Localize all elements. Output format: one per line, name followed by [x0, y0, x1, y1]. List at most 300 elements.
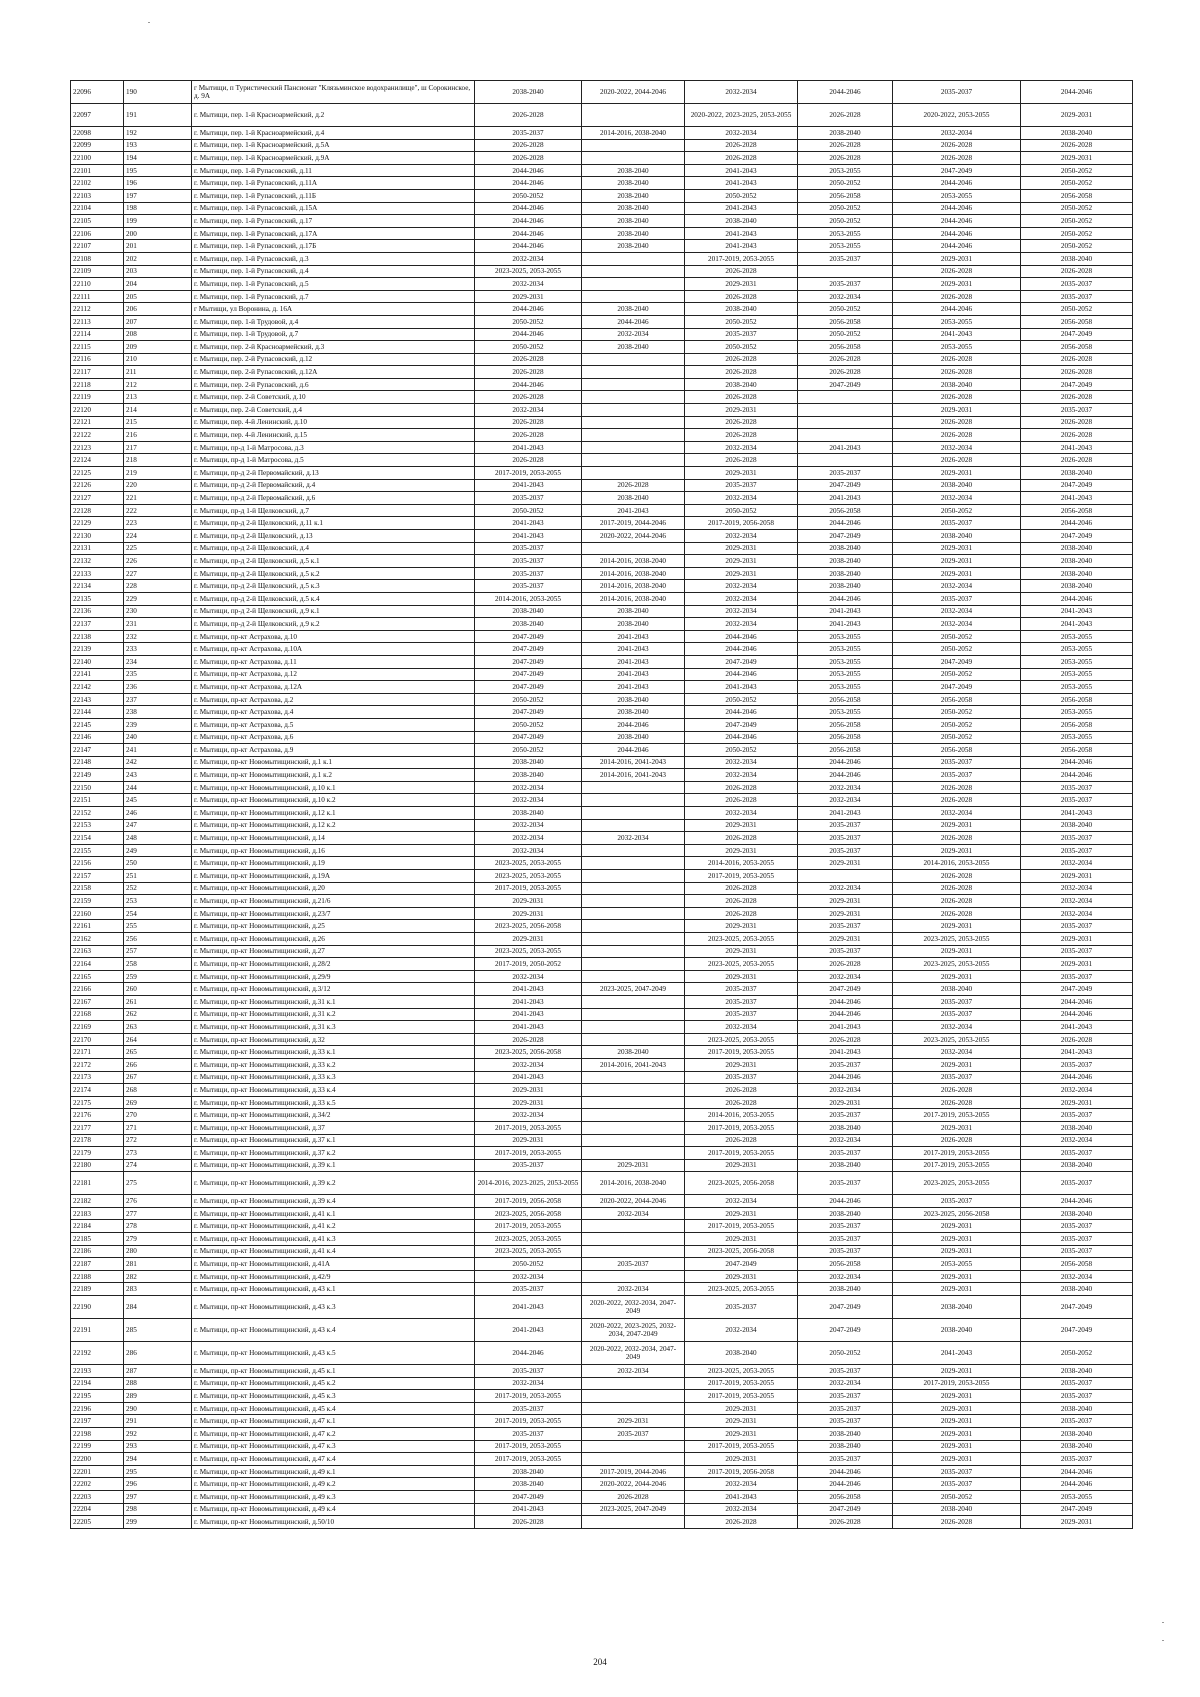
row-number-cell: 199 — [124, 215, 192, 228]
row-number-cell: 225 — [124, 542, 192, 555]
table-row — [71, 1258, 1133, 1271]
period-cell-5: 2053-2055 — [893, 1258, 1021, 1271]
period-cell-6: 2044-2046 — [1021, 995, 1133, 1008]
period-cell-1: 2029-2031 — [475, 290, 582, 303]
period-cell-1: 2047-2049 — [475, 630, 582, 643]
row-number-cell: 288 — [124, 1377, 192, 1390]
table-row — [71, 580, 1133, 593]
period-cell-6: 2044-2046 — [1021, 1008, 1133, 1021]
period-cell-2: 2020-2022, 2032-2034, 2047-2049 — [582, 1342, 685, 1365]
period-cell-6: 2053-2055 — [1021, 643, 1133, 656]
period-cell-2 — [582, 1440, 685, 1453]
period-cell-5: 2035-2037 — [893, 1071, 1021, 1084]
table-row — [71, 504, 1133, 517]
period-cell-1: 2041-2043 — [475, 1296, 582, 1319]
address-cell: г. Мытищи, пр-кт Астрахова, д.11 — [192, 655, 475, 668]
table-row — [71, 945, 1133, 958]
period-cell-2: 2038-2040 — [582, 706, 685, 719]
row-id-cell: 22182 — [71, 1195, 124, 1208]
address-cell: г. Мытищи, пр-кт Новомытищинский, д.26 — [192, 933, 475, 946]
period-cell-3: 2032-2034 — [685, 81, 798, 104]
period-cell-4: 2026-2028 — [798, 104, 893, 127]
address-cell: г. Мытищи, пр-кт Новомытищинский, д.31 к.3 — [192, 1021, 475, 1034]
row-number-cell: 210 — [124, 353, 192, 366]
period-cell-5: 2035-2037 — [893, 756, 1021, 769]
address-cell: г. Мытищи, пр-кт Новомытищинский, д.37 к.1 — [192, 1134, 475, 1147]
period-cell-3: 2029-2031 — [685, 278, 798, 291]
period-cell-2: 2017-2019, 2044-2046 — [582, 517, 685, 530]
period-cell-2: 2044-2046 — [582, 744, 685, 757]
period-cell-4: 2044-2046 — [798, 592, 893, 605]
housing-repair-schedule-table — [70, 80, 1133, 1529]
row-id-cell: 22138 — [71, 630, 124, 643]
period-cell-1: 2029-2031 — [475, 1096, 582, 1109]
period-cell-6: 2032-2034 — [1021, 1270, 1133, 1283]
period-cell-5: 2026-2028 — [893, 1134, 1021, 1147]
row-number-cell: 256 — [124, 933, 192, 946]
period-cell-1: 2029-2031 — [475, 907, 582, 920]
address-cell: г. Мытищи, пр-кт Новомытищинский, д.45 к.3 — [192, 1390, 475, 1403]
table-row — [71, 441, 1133, 454]
address-cell: г. Мытищи, пер. 1-й Трудовой, д.4 — [192, 315, 475, 328]
period-cell-4: 2035-2037 — [798, 920, 893, 933]
period-cell-4: 2044-2046 — [798, 1465, 893, 1478]
table-row — [71, 1096, 1133, 1109]
period-cell-2: 2041-2043 — [582, 655, 685, 668]
period-cell-3: 2041-2043 — [685, 240, 798, 253]
period-cell-3: 2026-2028 — [685, 353, 798, 366]
period-cell-1: 2017-2019, 2050-2052 — [475, 958, 582, 971]
table-row — [71, 769, 1133, 782]
period-cell-2 — [582, 152, 685, 165]
period-cell-6: 2050-2052 — [1021, 215, 1133, 228]
period-cell-3: 2044-2046 — [685, 731, 798, 744]
table-row — [71, 681, 1133, 694]
period-cell-2 — [582, 252, 685, 265]
period-cell-2: 2029-2031 — [582, 1159, 685, 1172]
period-cell-4: 2032-2034 — [798, 1377, 893, 1390]
period-cell-2 — [582, 104, 685, 127]
row-number-cell: 274 — [124, 1159, 192, 1172]
period-cell-3: 2035-2037 — [685, 1296, 798, 1319]
address-cell: г. Мытищи, пр-кт Новомытищинский, д.1 к.2 — [192, 769, 475, 782]
address-cell: г. Мытищи, пр-кт Новомытищинский, д.47 к.2 — [192, 1428, 475, 1441]
period-cell-1: 2023-2025, 2053-2055 — [475, 265, 582, 278]
period-cell-5: 2032-2034 — [893, 580, 1021, 593]
period-cell-3: 2029-2031 — [685, 1058, 798, 1071]
table-row — [71, 920, 1133, 933]
row-id-cell: 22186 — [71, 1245, 124, 1258]
period-cell-1: 2017-2019, 2056-2058 — [475, 1195, 582, 1208]
row-id-cell: 22130 — [71, 530, 124, 543]
row-number-cell: 285 — [124, 1319, 192, 1342]
row-id-cell: 22127 — [71, 492, 124, 505]
address-cell: г. Мытищи, пр-кт Новомытищинский, д.14 — [192, 832, 475, 845]
period-cell-3: 2032-2034 — [685, 807, 798, 820]
period-cell-1: 2038-2040 — [475, 807, 582, 820]
period-cell-1: 2032-2034 — [475, 278, 582, 291]
period-cell-5: 2044-2046 — [893, 240, 1021, 253]
period-cell-6: 2035-2037 — [1021, 794, 1133, 807]
period-cell-6: 2056-2058 — [1021, 341, 1133, 354]
row-id-cell: 22185 — [71, 1233, 124, 1246]
period-cell-1: 2035-2037 — [475, 127, 582, 140]
row-number-cell: 190 — [124, 81, 192, 104]
period-cell-3: 2032-2034 — [685, 1319, 798, 1342]
table-row — [71, 1147, 1133, 1160]
period-cell-4: 2032-2034 — [798, 781, 893, 794]
row-id-cell: 22125 — [71, 467, 124, 480]
row-number-cell: 206 — [124, 303, 192, 316]
period-cell-5: 2023-2025, 2053-2055 — [893, 1033, 1021, 1046]
row-number-cell: 213 — [124, 391, 192, 404]
period-cell-1: 2026-2028 — [475, 454, 582, 467]
period-cell-4: 2026-2028 — [798, 152, 893, 165]
period-cell-2 — [582, 1096, 685, 1109]
address-cell: г. Мытищи, пер. 1-й Красноармейский, д.5А — [192, 139, 475, 152]
period-cell-6: 2038-2040 — [1021, 1365, 1133, 1378]
address-cell: г. Мытищи, пр-кт Новомытищинский, д.28/2 — [192, 958, 475, 971]
period-cell-5: 2035-2037 — [893, 1195, 1021, 1208]
period-cell-1: 2029-2031 — [475, 1134, 582, 1147]
period-cell-5: 2026-2028 — [893, 907, 1021, 920]
period-cell-6: 2050-2052 — [1021, 227, 1133, 240]
row-id-cell: 22161 — [71, 920, 124, 933]
table-row — [71, 655, 1133, 668]
period-cell-2: 2035-2037 — [582, 1258, 685, 1271]
period-cell-6: 2035-2037 — [1021, 278, 1133, 291]
table-row — [71, 127, 1133, 140]
period-cell-4: 2056-2058 — [798, 718, 893, 731]
period-cell-4: 2047-2049 — [798, 1319, 893, 1342]
row-id-cell: 22158 — [71, 882, 124, 895]
address-cell: г. Мытищи, пр-д 2-й Щелковский, д.11 к.1 — [192, 517, 475, 530]
period-cell-6: 2053-2055 — [1021, 630, 1133, 643]
row-number-cell: 250 — [124, 857, 192, 870]
table-row — [71, 353, 1133, 366]
table-row — [71, 1283, 1133, 1296]
period-cell-1: 2023-2025, 2056-2058 — [475, 1046, 582, 1059]
row-id-cell: 22179 — [71, 1147, 124, 1160]
address-cell: г. Мытищи, пер. 4-й Ленинский, д.15 — [192, 429, 475, 442]
period-cell-1: 2047-2049 — [475, 655, 582, 668]
address-cell: г. Мытищи, пр-кт Новомытищинский, д.33 к.1 — [192, 1046, 475, 1059]
period-cell-6: 2026-2028 — [1021, 1033, 1133, 1046]
row-number-cell: 275 — [124, 1172, 192, 1195]
row-number-cell: 269 — [124, 1096, 192, 1109]
address-cell: г. Мытищи, пр-кт Новомытищинский, д.43 к.4 — [192, 1319, 475, 1342]
period-cell-5: 2032-2034 — [893, 807, 1021, 820]
period-cell-2 — [582, 1109, 685, 1122]
period-cell-6: 2038-2040 — [1021, 1159, 1133, 1172]
table-row — [71, 933, 1133, 946]
period-cell-3: 2041-2043 — [685, 164, 798, 177]
period-cell-6: 2044-2046 — [1021, 81, 1133, 104]
row-id-cell: 22120 — [71, 404, 124, 417]
period-cell-1: 2014-2016, 2023-2025, 2053-2055 — [475, 1172, 582, 1195]
period-cell-1: 2050-2052 — [475, 744, 582, 757]
period-cell-6: 2026-2028 — [1021, 353, 1133, 366]
row-number-cell: 227 — [124, 567, 192, 580]
table-row — [71, 895, 1133, 908]
table-row — [71, 1058, 1133, 1071]
period-cell-4: 2047-2049 — [798, 983, 893, 996]
period-cell-4 — [798, 454, 893, 467]
period-cell-1: 2026-2028 — [475, 139, 582, 152]
period-cell-4: 2038-2040 — [798, 567, 893, 580]
row-id-cell: 22193 — [71, 1365, 124, 1378]
period-cell-4: 2029-2031 — [798, 857, 893, 870]
period-cell-3: 2026-2028 — [685, 391, 798, 404]
period-cell-6: 2041-2043 — [1021, 618, 1133, 631]
row-number-cell: 290 — [124, 1402, 192, 1415]
row-number-cell: 215 — [124, 416, 192, 429]
row-id-cell: 22169 — [71, 1021, 124, 1034]
period-cell-1: 2032-2034 — [475, 1270, 582, 1283]
period-cell-6: 2044-2046 — [1021, 1478, 1133, 1491]
period-cell-5: 2050-2052 — [893, 643, 1021, 656]
row-id-cell: 22142 — [71, 681, 124, 694]
period-cell-3: 2026-2028 — [685, 907, 798, 920]
address-cell: г. Мытищи, пр-кт Новомытищинский, д.49 к.3 — [192, 1490, 475, 1503]
period-cell-5: 2026-2028 — [893, 353, 1021, 366]
row-id-cell: 22188 — [71, 1270, 124, 1283]
period-cell-2 — [582, 542, 685, 555]
row-number-cell: 276 — [124, 1195, 192, 1208]
row-number-cell: 233 — [124, 643, 192, 656]
period-cell-2: 2044-2046 — [582, 718, 685, 731]
address-cell: г. Мытищи, пр-кт Новомытищинский, д.12 к.1 — [192, 807, 475, 820]
table-row — [71, 517, 1133, 530]
period-cell-2: 2038-2040 — [582, 240, 685, 253]
period-cell-5: 2017-2019, 2053-2055 — [893, 1109, 1021, 1122]
period-cell-5: 2029-2031 — [893, 1390, 1021, 1403]
period-cell-1: 2047-2049 — [475, 1490, 582, 1503]
period-cell-2: 2023-2025, 2047-2049 — [582, 1503, 685, 1516]
period-cell-4: 2026-2028 — [798, 366, 893, 379]
address-cell: г. Мытищи, пр-кт Новомытищинский, д.34/2 — [192, 1109, 475, 1122]
table-row — [71, 567, 1133, 580]
period-cell-4: 2044-2046 — [798, 1478, 893, 1491]
period-cell-6: 2047-2049 — [1021, 378, 1133, 391]
row-number-cell: 193 — [124, 139, 192, 152]
period-cell-6: 2035-2037 — [1021, 832, 1133, 845]
period-cell-2 — [582, 1033, 685, 1046]
period-cell-3: 2050-2052 — [685, 744, 798, 757]
address-cell: г. Мытищи, пр-д 2-й Щелковский, д.5 к.4 — [192, 592, 475, 605]
period-cell-1: 2023-2025, 2056-2058 — [475, 1207, 582, 1220]
row-number-cell: 254 — [124, 907, 192, 920]
address-cell: г. Мытищи, пр-кт Новомытищинский, д.43 к.1 — [192, 1283, 475, 1296]
address-cell: г. Мытищи, пер. 1-й Рупасовский, д.7 — [192, 290, 475, 303]
address-cell: г. Мытищи, пр-д 2-й Щелковский, д.5 к.1 — [192, 555, 475, 568]
table-row — [71, 1134, 1133, 1147]
period-cell-3: 2029-2031 — [685, 1402, 798, 1415]
row-id-cell: 22101 — [71, 164, 124, 177]
period-cell-5: 2050-2052 — [893, 731, 1021, 744]
row-number-cell: 265 — [124, 1046, 192, 1059]
row-number-cell: 294 — [124, 1453, 192, 1466]
period-cell-5: 2044-2046 — [893, 202, 1021, 215]
table-row — [71, 958, 1133, 971]
period-cell-3: 2032-2034 — [685, 1021, 798, 1034]
table-row — [71, 668, 1133, 681]
address-cell: г. Мытищи, пр-д 2-й Щелковский, д.5 к.2 — [192, 567, 475, 580]
period-cell-6: 2053-2055 — [1021, 681, 1133, 694]
period-cell-1: 2041-2043 — [475, 995, 582, 1008]
period-cell-5: 2029-2031 — [893, 1415, 1021, 1428]
row-number-cell: 224 — [124, 530, 192, 543]
period-cell-6: 2044-2046 — [1021, 592, 1133, 605]
table-row — [71, 265, 1133, 278]
period-cell-5: 2032-2034 — [893, 492, 1021, 505]
period-cell-3: 2014-2016, 2053-2055 — [685, 1109, 798, 1122]
period-cell-3: 2032-2034 — [685, 592, 798, 605]
address-cell: г. Мытищи, пр-кт Новомытищинский, д.29/9 — [192, 970, 475, 983]
period-cell-4: 2041-2043 — [798, 492, 893, 505]
period-cell-3: 2017-2019, 2053-2055 — [685, 1147, 798, 1160]
period-cell-5: 2026-2028 — [893, 429, 1021, 442]
address-cell: г. Мытищи, пр-д 2-й Щелковский, д.9 к.2 — [192, 618, 475, 631]
period-cell-2: 2017-2019, 2044-2046 — [582, 1465, 685, 1478]
period-cell-2: 2020-2022, 2044-2046 — [582, 1195, 685, 1208]
table-row — [71, 1033, 1133, 1046]
period-cell-1: 2038-2040 — [475, 605, 582, 618]
period-cell-3: 2029-2031 — [685, 819, 798, 832]
period-cell-3: 2032-2034 — [685, 605, 798, 618]
period-cell-5: 2050-2052 — [893, 718, 1021, 731]
row-number-cell: 244 — [124, 781, 192, 794]
period-cell-3: 2029-2031 — [685, 1428, 798, 1441]
address-cell: г. Мытищи, пр-кт Новомытищинский, д.47 к.3 — [192, 1440, 475, 1453]
table-row — [71, 844, 1133, 857]
table-row — [71, 479, 1133, 492]
period-cell-5: 2032-2034 — [893, 618, 1021, 631]
period-cell-6: 2038-2040 — [1021, 580, 1133, 593]
table-row — [71, 744, 1133, 757]
period-cell-2: 2038-2040 — [582, 1046, 685, 1059]
period-cell-5: 2029-2031 — [893, 555, 1021, 568]
period-cell-4: 2035-2037 — [798, 1365, 893, 1378]
period-cell-2 — [582, 441, 685, 454]
period-cell-1: 2041-2043 — [475, 1021, 582, 1034]
period-cell-3: 2032-2034 — [685, 492, 798, 505]
address-cell: г. Мытищи, пр-д 2-й Щелковский, д.4 — [192, 542, 475, 555]
period-cell-2 — [582, 895, 685, 908]
period-cell-5: 2050-2052 — [893, 668, 1021, 681]
period-cell-6: 2038-2040 — [1021, 1440, 1133, 1453]
period-cell-4: 2038-2040 — [798, 1121, 893, 1134]
row-number-cell: 209 — [124, 341, 192, 354]
period-cell-1: 2044-2046 — [475, 202, 582, 215]
row-id-cell: 22096 — [71, 81, 124, 104]
period-cell-4: 2032-2034 — [798, 794, 893, 807]
row-id-cell: 22154 — [71, 832, 124, 845]
period-cell-5: 2050-2052 — [893, 706, 1021, 719]
period-cell-4: 2035-2037 — [798, 832, 893, 845]
period-cell-3: 2017-2019, 2053-2055 — [685, 1220, 798, 1233]
row-number-cell: 229 — [124, 592, 192, 605]
period-cell-5: 2047-2049 — [893, 164, 1021, 177]
address-cell: г. Мытищи, пр-д 2-й Первомайский, д.6 — [192, 492, 475, 505]
table-row — [71, 970, 1133, 983]
period-cell-3: 2029-2031 — [685, 404, 798, 417]
period-cell-2: 2038-2040 — [582, 341, 685, 354]
address-cell: г. Мытищи, пр-кт Новомытищинский, д.32 — [192, 1033, 475, 1046]
period-cell-2: 2014-2016, 2041-2043 — [582, 769, 685, 782]
period-cell-3: 2026-2028 — [685, 366, 798, 379]
row-id-cell: 22106 — [71, 227, 124, 240]
period-cell-1: 2035-2037 — [475, 580, 582, 593]
table-row — [71, 1084, 1133, 1097]
period-cell-6: 2029-2031 — [1021, 104, 1133, 127]
period-cell-6: 2044-2046 — [1021, 517, 1133, 530]
period-cell-3: 2023-2025, 2053-2055 — [685, 1283, 798, 1296]
address-cell: г. Мытищи, пер. 4-й Ленинский, д.10 — [192, 416, 475, 429]
period-cell-2 — [582, 920, 685, 933]
period-cell-5: 2026-2028 — [893, 870, 1021, 883]
row-id-cell: 22150 — [71, 781, 124, 794]
period-cell-2: 2041-2043 — [582, 668, 685, 681]
period-cell-4 — [798, 391, 893, 404]
period-cell-4: 2053-2055 — [798, 630, 893, 643]
scan-speck — [1162, 1622, 1164, 1623]
address-cell: г. Мытищи, пр-д 1-й Матросова, д.5 — [192, 454, 475, 467]
address-cell: г. Мытищи, пр-д 2-й Первомайский, д.13 — [192, 467, 475, 480]
table-row — [71, 995, 1133, 1008]
period-cell-4: 2035-2037 — [798, 1245, 893, 1258]
period-cell-4: 2029-2031 — [798, 907, 893, 920]
register-table-container — [70, 80, 1132, 1529]
period-cell-1: 2032-2034 — [475, 404, 582, 417]
address-cell: г. Мытищи, пр-кт Новомытищинский, д.45 к.2 — [192, 1377, 475, 1390]
period-cell-5: 2023-2025, 2053-2055 — [893, 933, 1021, 946]
period-cell-2 — [582, 870, 685, 883]
period-cell-3: 2017-2019, 2053-2055 — [685, 252, 798, 265]
period-cell-2: 2038-2040 — [582, 605, 685, 618]
period-cell-3: 2029-2031 — [685, 1415, 798, 1428]
period-cell-1: 2044-2046 — [475, 378, 582, 391]
row-id-cell: 22147 — [71, 744, 124, 757]
period-cell-6: 2053-2055 — [1021, 668, 1133, 681]
period-cell-4: 2032-2034 — [798, 970, 893, 983]
row-number-cell: 299 — [124, 1516, 192, 1529]
period-cell-4 — [798, 404, 893, 417]
row-id-cell: 22107 — [71, 240, 124, 253]
row-id-cell: 22178 — [71, 1134, 124, 1147]
period-cell-1: 2017-2019, 2053-2055 — [475, 467, 582, 480]
address-cell: г. Мытищи, пр-д 2-й Щелковский, д.9 к.1 — [192, 605, 475, 618]
period-cell-6: 2041-2043 — [1021, 807, 1133, 820]
period-cell-4: 2047-2049 — [798, 479, 893, 492]
period-cell-1: 2047-2049 — [475, 643, 582, 656]
address-cell: г. Мытищи, пр-кт Новомытищинский, д.47 к.1 — [192, 1415, 475, 1428]
period-cell-4: 2038-2040 — [798, 1440, 893, 1453]
period-cell-4: 2044-2046 — [798, 1008, 893, 1021]
period-cell-6: 2038-2040 — [1021, 567, 1133, 580]
period-cell-4: 2047-2049 — [798, 378, 893, 391]
period-cell-2: 2035-2037 — [582, 1428, 685, 1441]
period-cell-6: 2056-2058 — [1021, 1258, 1133, 1271]
period-cell-1: 2050-2052 — [475, 693, 582, 706]
row-id-cell: 22168 — [71, 1008, 124, 1021]
address-cell: г. Мытищи, пр-кт Новомытищинский, д.39 к.2 — [192, 1172, 475, 1195]
row-number-cell: 226 — [124, 555, 192, 568]
table-row — [71, 1390, 1133, 1403]
period-cell-4: 2044-2046 — [798, 995, 893, 1008]
period-cell-5: 2026-2028 — [893, 454, 1021, 467]
period-cell-5: 2026-2028 — [893, 1516, 1021, 1529]
